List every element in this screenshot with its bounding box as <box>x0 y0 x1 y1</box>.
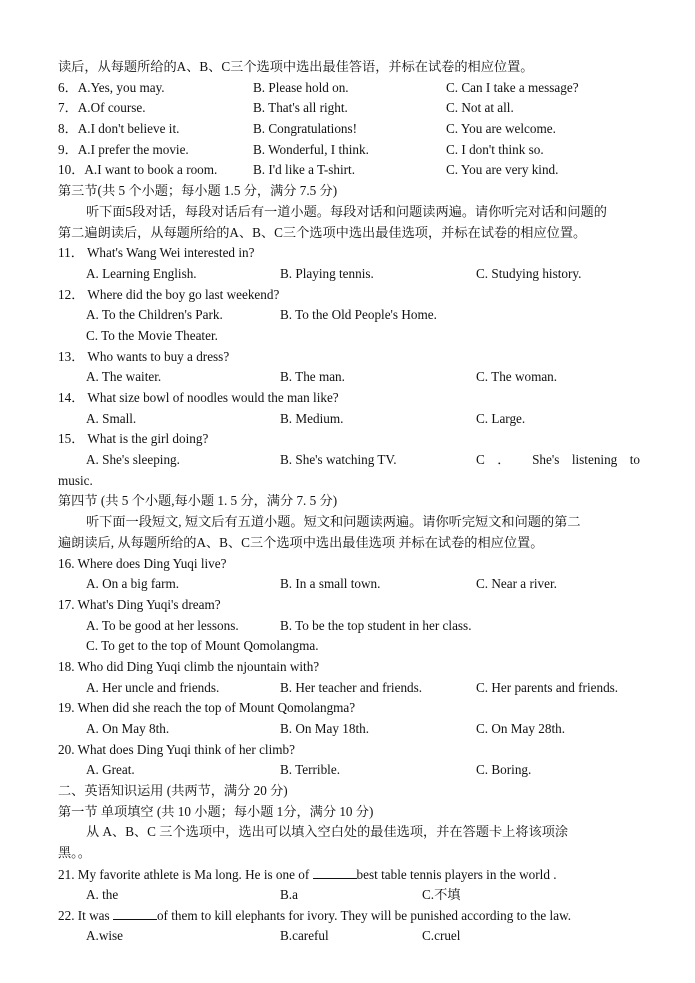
options-12-c: C. To the Movie Theater. <box>86 327 218 343</box>
part-2-instruction-1: 从 A、B、C 三个选项中，选出可以填入空白处的最佳选项，并在答题卡上将该项涂 <box>86 824 569 840</box>
exam-page <box>58 57 640 947</box>
section-4-title: 第四节 (共 5 个小题,每小题 1. 5 分，满分 7. 5 分) <box>58 493 338 509</box>
question-11: 11． What's Wang Wei interested in? <box>58 245 255 261</box>
answer-blank <box>313 864 357 879</box>
section-3-instruction-1: 听下面5段对话，每段对话后有一道小题。每段对话和问题读两遍。请你听完对话和问题的 <box>86 203 607 219</box>
question-row-7: 7．A.Of course. B. That's all right. C. Not at all. <box>58 100 514 116</box>
question-14: 14． What size bowl of noodles would the man like? <box>58 390 339 405</box>
question-19: 19. When did she reach the top of Mount Qomolangma? <box>58 700 356 716</box>
options-12: A. To the Children's Park. B. To the Old People's Home. <box>86 307 437 323</box>
section-4-instruction-1: 听下面一段短文, 短文后有五道小题。短文和问题读两遍。请你听完短文和问题的第二 <box>86 514 581 530</box>
options-15: A. She's sleeping. B. She's watching TV. C ． She's listening to <box>86 452 640 468</box>
options-19: A. On May 8th. B. On May 18th. C. On May 28th. <box>86 721 566 736</box>
question-13: 13． Who wants to buy a dress? <box>58 348 230 364</box>
options-17: A. To be good at her lessons. B. To be the top student in her class. <box>86 617 472 633</box>
question-row-6: 6．A.Yes, you may. B. Please hold on. C. Can I take a message? <box>58 79 579 95</box>
section-3-instruction-2: 第二遍朗读后，从每题所给的A、B、C三个选项中选出最佳选项，并标在试卷的相应位置。 <box>58 224 587 240</box>
options-20: A. Great. B. Terrible. C. Boring. <box>86 762 532 778</box>
answer-blank <box>113 905 157 920</box>
question-22: 22. It was of them to kill elephants for ivory. They will be punished according to the law. <box>58 905 640 926</box>
question-17: 17. What's Ding Yuqi's dream? <box>58 596 221 612</box>
question-row-9: 9．A.I prefer the movie. B. Wonderful, I think. C. I don't think so. <box>58 141 544 157</box>
question-12: 12． Where did the boy go last weekend? <box>58 286 280 302</box>
options-11: A. Learning English. B. Playing tennis. C. Studying history. <box>86 265 582 281</box>
question-row-10: 10．A.I want to book a room. B. I'd like a T-shirt. C. You are very kind. <box>58 162 559 178</box>
question-15: 15． What is the girl doing? <box>58 431 209 447</box>
options-22: A.wise B.careful C.cruel <box>86 927 461 943</box>
question-20: 20. What does Ding Yuqi think of her climb? <box>58 741 295 757</box>
options-15-cont: music. <box>58 472 93 488</box>
question-16: 16. Where does Ding Yuqi live? <box>58 555 227 571</box>
part-2-title: 二、英语知识运用 (共两节，满分 20 分) <box>58 783 288 799</box>
section-3-title: 第三节(共 5 个小题；每小题 1.5 分，满分 7.5 分) <box>58 183 338 199</box>
question-row-8: 8．A.I don't believe it. B. Congratulations! C. You are welcome. <box>58 121 556 137</box>
options-18: A. Her uncle and friends. B. Her teacher and friends. C. Her parents and friends. <box>86 679 619 695</box>
part-2-section-1-title: 第一节 单项填空 (共 10 小题；每小题 1分，满分 10 分) <box>58 803 374 819</box>
section-4-instruction-2: 遍朗读后, 从每题所给的A、B、C三个选项中选出最佳选项 并标在试卷的相应位置。 <box>58 534 544 550</box>
options-21: A. the B.a C.不填 <box>86 886 461 902</box>
instruction-line: 读后，从每题所给的A、B、C三个选项中选出最佳答语，并标在试卷的相应位置。 <box>58 59 534 74</box>
options-16: A. On a big farm. B. In a small town. C. Near a river. <box>86 576 557 592</box>
part-2-instruction-2: 黑。。 <box>58 845 91 861</box>
options-13: A. The waiter. B. The man. C. The woman. <box>86 369 558 385</box>
options-14: A. Small. B. Medium. C. Large. <box>86 410 526 426</box>
question-21: 21. My favorite athlete is Ma long. He is one of best table tennis players in the world . <box>58 864 640 885</box>
options-17-c: C. To get to the top of Mount Qomolangma. <box>86 638 319 654</box>
question-18: 18. Who did Ding Yuqi climb the njountain with? <box>58 658 320 674</box>
